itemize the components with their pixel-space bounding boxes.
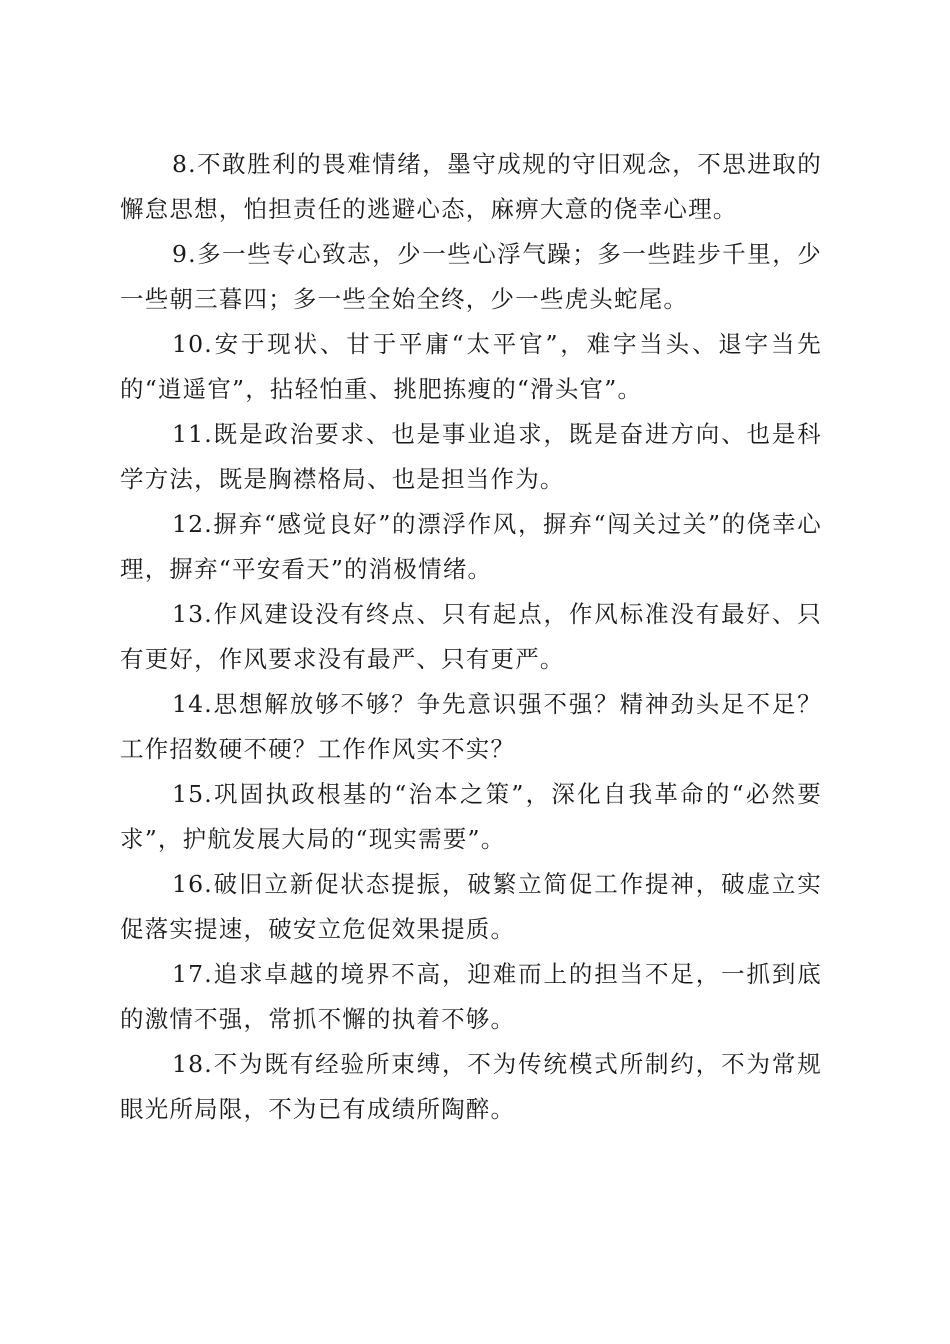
paragraph-11: 11.既是政治要求、也是事业追求，既是奋进方向、也是科学方法，既是胸襟格局、也是担当作为。 [120,420,822,493]
paragraph-12: 12.摒弃“感觉良好”的漂浮作风，摒弃“闯关过关”的侥幸心理，摒弃“平安看天”的消极情绪。 [120,510,822,583]
paragraph-15: 15.巩固执政根基的“治本之策”，深化自我革命的“必然要求”，护航发展大局的“现实需要”。 [120,780,822,853]
paragraph-17: 17.追求卓越的境界不高，迎难而上的担当不足，一抓到底的激情不强，常抓不懈的执着不够。 [120,960,822,1033]
paragraph-18: 18.不为既有经验所束缚，不为传统模式所制约，不为常规眼光所局限，不为已有成绩所陶醉。 [120,1050,822,1123]
paragraph-10: 10.安于现状、甘于平庸“太平官”，难字当头、退字当先的“逍遥官”，拈轻怕重、挑肥拣瘦的“滑头官”。 [120,330,822,403]
paragraph-13: 13.作风建设没有终点、只有起点，作风标准没有最好、只有更好，作风要求没有最严、只有更严。 [120,600,822,673]
paragraph-14: 14.思想解放够不够？争先意识强不强？精神劲头足不足？工作招数硬不硬？工作作风实不实？ [120,690,822,763]
paragraph-9: 9.多一些专心致志，少一些心浮气躁；多一些跬步千里，少一些朝三暮四；多一些全始全终，少一些虎头蛇尾。 [120,240,822,313]
paragraph-16: 16.破旧立新促状态提振，破繁立简促工作提神，破虚立实促落实提速，破安立危促效果提质。 [120,870,822,943]
document-body [120,142,822,1132]
paragraph-8: 8.不敢胜利的畏难情绪，墨守成规的守旧观念，不思进取的懈怠思想，怕担责任的逃避心态，麻痹大意的侥幸心理。 [120,150,822,223]
